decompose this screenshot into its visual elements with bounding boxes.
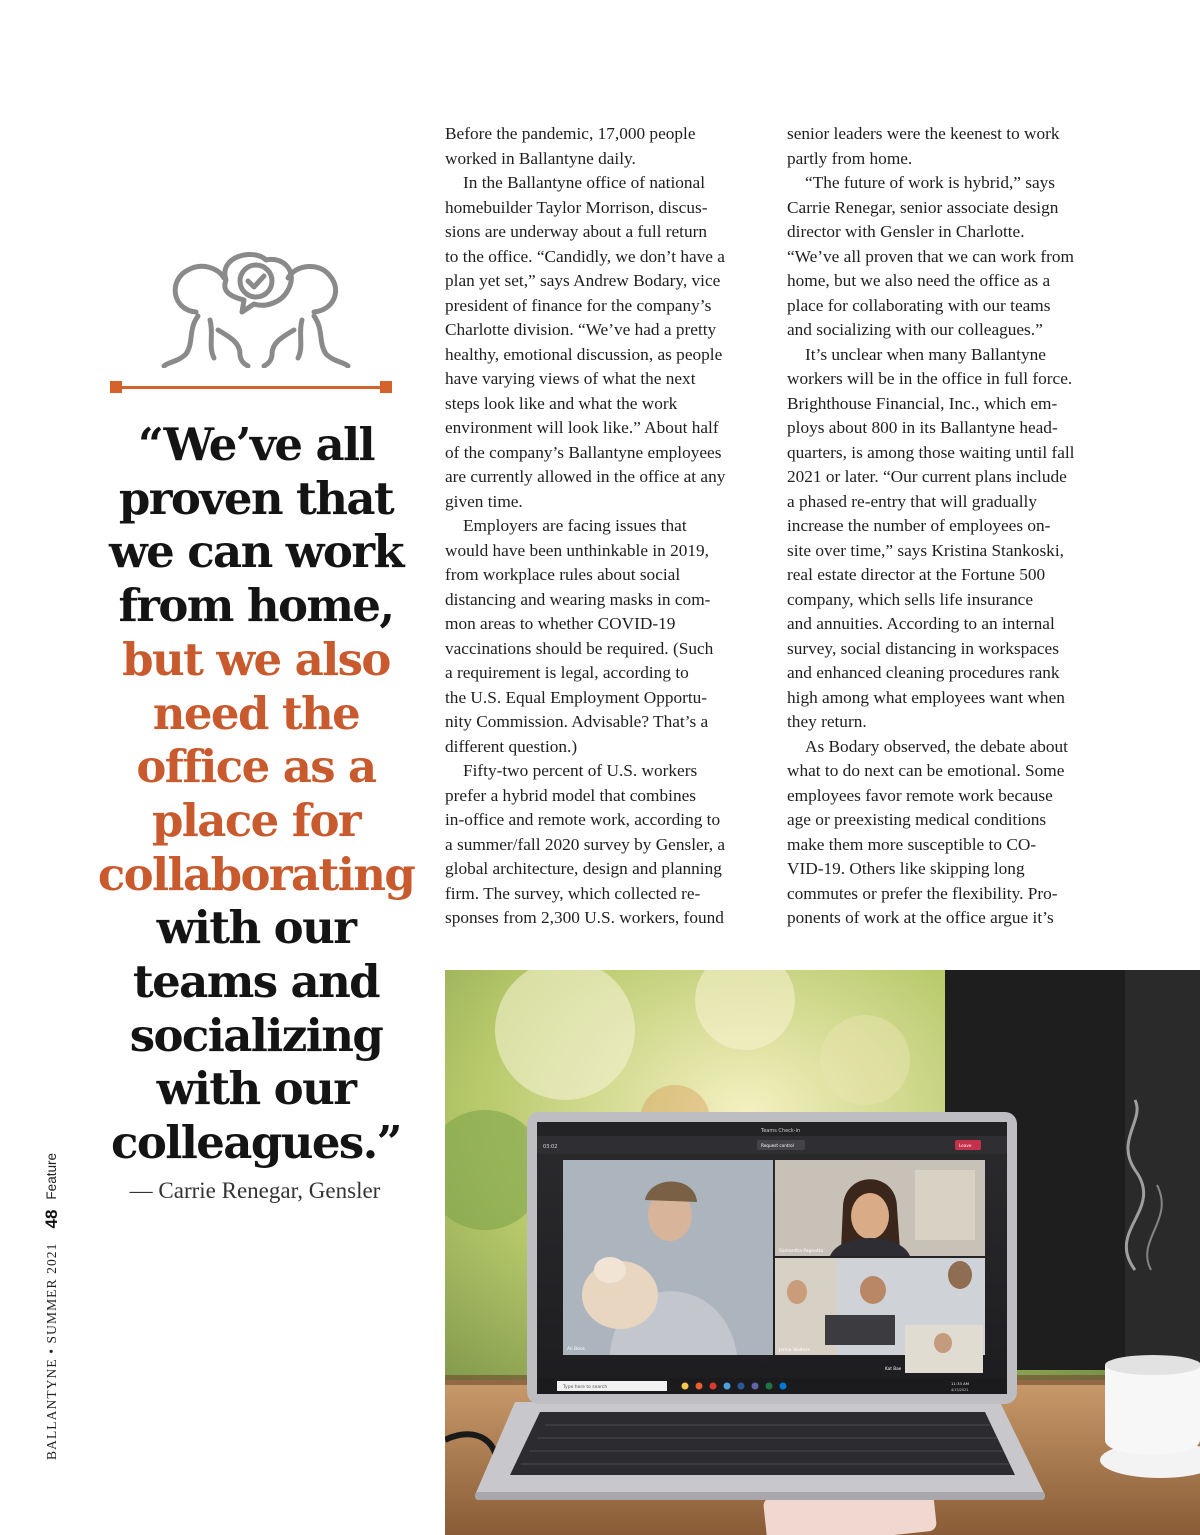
body-text-line: In the Ballantyne office of national — [463, 173, 706, 192]
body-text-line: sponses from 2,300 U.S. workers, found — [445, 908, 724, 927]
body-text-line: Employers are facing issues that — [463, 516, 687, 535]
body-text-line: director with Gensler in Charlotte. — [787, 222, 1025, 241]
body-text-line: real estate director at the Fortune 500 — [787, 565, 1046, 584]
body-text-line: high among what employees want when — [787, 687, 1065, 707]
body-text-line: would have been unthinkable in 2019, — [445, 540, 709, 560]
body-text-line: given time. — [445, 491, 523, 511]
body-text-line: site over time,” says Kristina Stankoski, — [787, 540, 1064, 560]
body-text-line: 2021 or later. “Our current plans include — [787, 467, 1067, 486]
body-text-line: global architecture, design and planning — [445, 859, 722, 878]
body-text-line: Brighthouse Financial, Inc., which em- — [787, 393, 1058, 413]
body-text-line: employees favor remote work because — [787, 785, 1053, 805]
body-text-line: VID-19. Others like skipping long — [787, 859, 1025, 878]
body-text-line: mon areas to whether COVID-19 — [445, 614, 676, 633]
body-text-line: a phased re-entry that will gradually — [787, 491, 1038, 511]
meeting-title: Teams Check-in — [761, 1128, 801, 1134]
page-number: 48 — [42, 1209, 61, 1229]
body-text-line: homebuilder Taylor Morrison, discus- — [445, 197, 708, 217]
body-text-line: the U.S. Equal Employment Opportu- — [445, 687, 708, 707]
participant-name-2: Samantha Pagnotta — [779, 1249, 824, 1254]
pull-quote-line: from home, — [118, 579, 394, 633]
pull-quote-line: with our — [156, 901, 356, 955]
body-text-line: prefer a hybrid model that combines — [445, 785, 696, 805]
body-text-line: Before the pandemic, 17,000 people — [445, 124, 696, 143]
participant-name-4: Kat Bae — [885, 1366, 902, 1371]
pull-quote-highlight-line: office as a — [136, 740, 376, 794]
pull-quote-highlight-line: need the — [152, 686, 360, 740]
body-text-line: are currently allowed in the office at any — [445, 467, 726, 486]
body-text-line: sions are underway about a full return — [445, 222, 708, 241]
body-text-line: what to do next can be emotional. Some — [787, 761, 1065, 780]
body-text-line: and annuities. According to an internal — [787, 614, 1055, 633]
body-text-line: increase the number of employees on- — [787, 516, 1051, 535]
feature-photo-laptop-video-call — [445, 970, 1200, 1535]
body-text-line: in-office and remote work, according to — [445, 810, 721, 829]
body-column-1 — [445, 122, 767, 931]
pull-quote-highlight-line: but we also — [122, 632, 390, 686]
body-text-line: they return. — [787, 712, 867, 731]
body-text-line: ponents of work at the office argue it’s — [787, 908, 1054, 927]
body-text-line: distancing and wearing masks in com- — [445, 589, 711, 609]
body-text-line: partly from home. — [787, 148, 913, 168]
body-text-line: of the company’s Ballantyne employees — [445, 442, 722, 462]
body-text-line: environment will look like.” About half — [445, 418, 719, 437]
quote-attribution: — Carrie Renegar, Gensler — [129, 1178, 381, 1203]
body-text-line: plan yet set,” says Andrew Bodary, vice — [445, 271, 721, 290]
body-text-line: Fifty-two percent of U.S. workers — [463, 761, 698, 780]
body-text-line: worked in Ballantyne daily. — [445, 148, 636, 168]
meeting-timer: 03:02 — [543, 1144, 558, 1150]
body-text-line: “The future of work is hybrid,” says — [805, 173, 1056, 192]
section-label: Feature — [44, 1153, 59, 1200]
participant-name-1: Ali Beck — [567, 1347, 585, 1352]
pull-quote-highlight-line: place for — [151, 793, 361, 847]
body-text-line: a summer/fall 2020 survey by Gensler, a — [445, 834, 726, 854]
taskbar-clock-date: 4/15/2021 — [951, 1388, 969, 1392]
body-text-line: workers will be in the office in full force. — [787, 369, 1073, 388]
body-text-line: home, but we also need the office as a — [787, 271, 1051, 290]
body-text-line: survey, social distancing in workspaces — [787, 638, 1059, 658]
leave-button-label: Leave — [959, 1143, 972, 1148]
body-text-line: different question.) — [445, 736, 578, 756]
body-text-line: a requirement is legal, according to — [445, 663, 689, 682]
body-text-line: have varying views of what the next — [445, 369, 696, 388]
taskbar-search-placeholder: Type here to search — [563, 1385, 608, 1390]
body-text-line: place for collaborating with our teams — [787, 295, 1051, 315]
body-text-line: to the office. “Candidly, we don’t have a — [445, 246, 725, 266]
pull-quote-line: proven that — [118, 471, 394, 525]
body-text-line: Carrie Renegar, senior associate design — [787, 197, 1059, 217]
body-text-line: senior leaders were the keenest to work — [787, 124, 1060, 143]
body-text-line: and enhanced cleaning procedures rank — [787, 663, 1060, 682]
body-text-line: nity Commission. Advisable? That’s a — [445, 712, 709, 731]
body-text-line: steps look like and what the work — [445, 393, 678, 413]
body-text-line: ploys about 800 in its Ballantyne head- — [787, 418, 1058, 437]
participant-name-3: Jenna Wolters — [779, 1348, 810, 1353]
body-text-line: age or preexisting medical conditions — [787, 810, 1047, 829]
body-text-line: from workplace rules about social — [445, 565, 681, 584]
body-text-line: and socializing with our colleagues.” — [787, 320, 1043, 339]
pull-quote-line: teams and — [132, 955, 380, 1009]
pull-quote-line: socializing — [129, 1008, 383, 1062]
pull-quote-line: “We’ve all — [137, 418, 375, 471]
body-text-line: healthy, emotional discussion, as people — [445, 344, 723, 364]
body-text-line: commutes or prefer the flexibility. Pro- — [787, 883, 1058, 903]
pull-quote-line: with our — [156, 1062, 356, 1116]
body-text-line: It’s unclear when many Ballantyne — [805, 344, 1046, 364]
body-text-line: “We’ve all proven that we can work from — [787, 246, 1074, 266]
taskbar-clock-time: 11:33 AM — [951, 1381, 970, 1386]
publication-issue: BALLANTYNE • SUMMER 2021 — [44, 1242, 59, 1460]
body-text-line: As Bodary observed, the debate about — [805, 736, 1068, 756]
body-text-line: make them more susceptible to CO- — [787, 834, 1037, 854]
body-text-line: Charlotte division. “We’ve had a pretty — [445, 320, 717, 339]
body-column-2 — [787, 122, 1109, 931]
body-text-line: firm. The survey, which collected re- — [445, 883, 701, 903]
page-folio — [41, 1153, 61, 1460]
body-text-line: quarters, is among those waiting until fall — [787, 442, 1075, 462]
body-text-line: president of finance for the company’s — [445, 295, 712, 315]
request-control-label: Request control — [761, 1143, 794, 1148]
quote-divider-rule — [110, 381, 392, 393]
pull-quote-highlight-line: collaborating — [97, 847, 415, 901]
pull-quote — [95, 418, 417, 1170]
body-text-line: vaccinations should be required. (Such — [445, 638, 714, 658]
pull-quote-line: colleagues.” — [111, 1116, 401, 1170]
speech-bubbles-checkmark-icon — [158, 250, 354, 368]
body-text-line: company, which sells life insurance — [787, 589, 1034, 609]
pull-quote-line: we can work — [108, 525, 404, 579]
